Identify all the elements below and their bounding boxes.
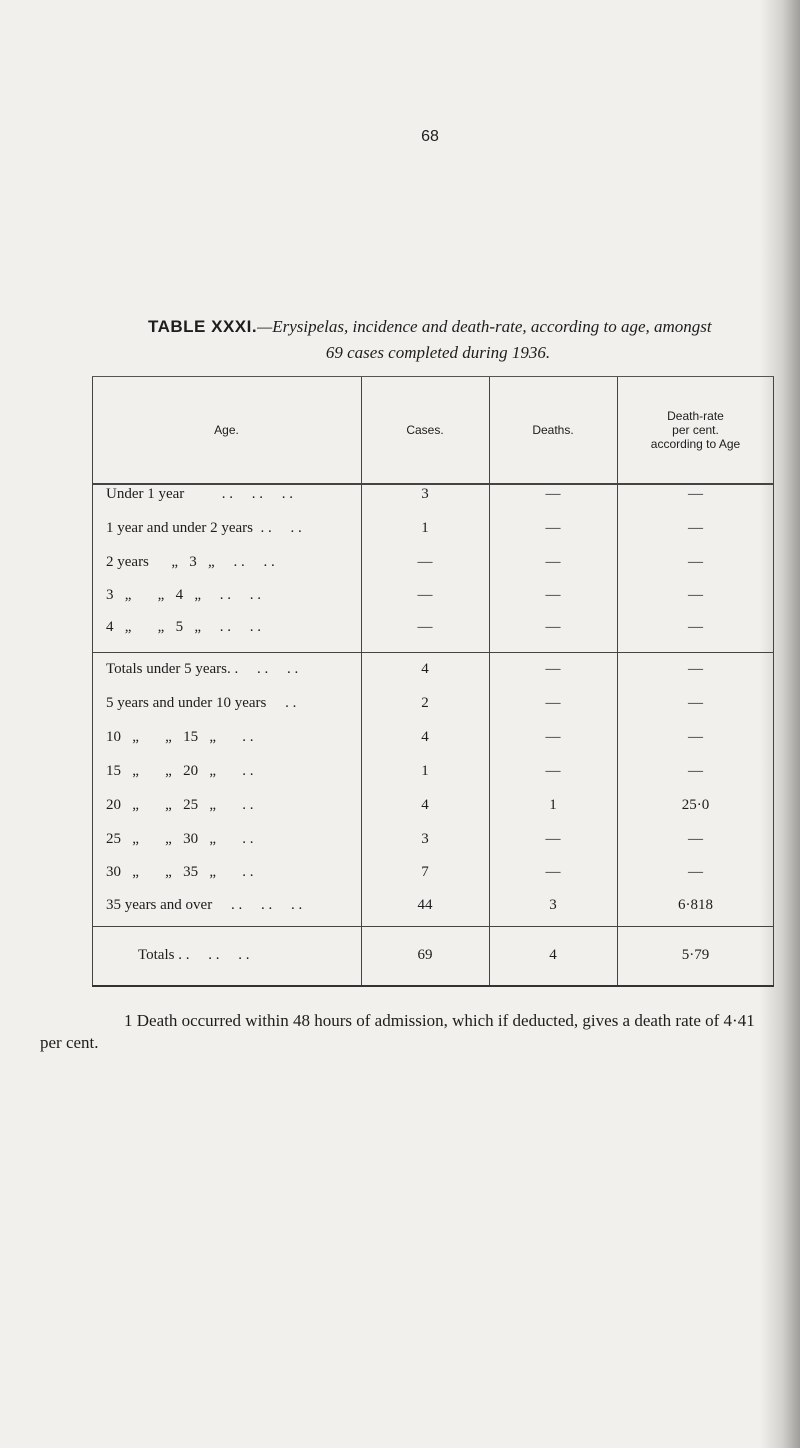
cases-cell: 7 (421, 864, 429, 880)
deaths-cell: — (545, 763, 561, 779)
deaths-cell: — (545, 729, 561, 745)
cases-cell: 3 (421, 831, 429, 847)
table-row (92, 695, 774, 715)
table-row (92, 897, 774, 917)
rate-cell: — (688, 587, 703, 603)
cases-cell: 1 (421, 520, 429, 536)
cases-cell: — (417, 587, 433, 603)
deaths-cell: — (545, 864, 561, 880)
age-cell: 5 years and under 10 years . . (106, 695, 297, 711)
rate-cell: — (688, 763, 703, 779)
data-table (92, 376, 774, 987)
table-row (92, 520, 774, 540)
table-row (92, 587, 774, 607)
age-cell: 20 „ „ 25 „ . . (106, 797, 254, 813)
table-row (92, 486, 774, 506)
header-death-rate-line1: Death-rate (667, 409, 724, 423)
header-cases: Cases. (406, 423, 444, 437)
deaths-cell: — (545, 587, 561, 603)
totals-label: Totals . . . . . . (138, 947, 250, 963)
cases-cell: 44 (417, 897, 433, 913)
table-title-label: TABLE XXXI. (148, 317, 258, 336)
deaths-cell: — (545, 695, 561, 711)
rate-cell: 25·0 (681, 797, 710, 813)
table-row (92, 729, 774, 749)
age-cell: Under 1 year . . . . . . (106, 486, 294, 502)
age-cell: 25 „ „ 30 „ . . (106, 831, 254, 847)
table-row (92, 864, 774, 884)
header-age: Age. (214, 423, 239, 437)
cases-cell: 1 (421, 763, 429, 779)
rate-cell: — (688, 619, 703, 635)
age-cell: Totals under 5 years. . . . . . (106, 661, 299, 677)
header-death-rate (617, 377, 774, 483)
age-cell: 3 „ „ 4 „ . . . . (106, 587, 261, 603)
cases-cell: 3 (421, 486, 429, 502)
table-title (148, 314, 768, 366)
rate-cell: — (688, 695, 703, 711)
table-title-text-line1: —Erysipelas, incidence and death-rate, according to age, amongst (257, 317, 712, 336)
cases-cell: 4 (421, 661, 429, 677)
age-cell: 2 years „ 3 „ . . . . (106, 554, 275, 570)
table-title-text-line2: 69 cases completed during 1936. (325, 343, 551, 362)
deaths-cell: — (545, 619, 561, 635)
deaths-cell: 1 (549, 797, 557, 813)
deaths-cell: — (545, 661, 561, 677)
header-death-rate-line3: according to Age (650, 437, 741, 451)
age-cell: 10 „ „ 15 „ . . (106, 729, 254, 745)
table-row (92, 797, 774, 817)
totals-row (92, 947, 774, 967)
header-deaths: Deaths. (532, 423, 574, 437)
totals-cases-cell: 69 (417, 947, 433, 963)
cases-cell: 4 (421, 729, 429, 745)
deaths-cell: — (545, 554, 561, 570)
table-row (92, 831, 774, 851)
page-number: 68 (421, 128, 439, 145)
age-cell: 15 „ „ 20 „ . . (106, 763, 254, 779)
rate-cell: — (688, 554, 703, 570)
table-row (92, 661, 774, 681)
footnote: 1 Death occurred within 48 hours of admission, which if deducted, gives a death rate of 4·41 per cent. (40, 1011, 755, 1052)
age-cell: 1 year and under 2 years . . . . (106, 520, 302, 536)
header-death-rate-line2: per cent. (672, 423, 719, 437)
rate-cell: — (688, 486, 703, 502)
cases-cell: 2 (421, 695, 429, 711)
deaths-cell: — (545, 831, 561, 847)
rate-cell: — (688, 864, 703, 880)
rate-cell: — (688, 661, 703, 677)
age-cell: 35 years and over . . . . . . (106, 897, 303, 913)
deaths-cell: 3 (549, 897, 557, 913)
table-row (92, 554, 774, 574)
rate-cell: — (688, 729, 703, 745)
rate-cell: 6·818 (678, 897, 713, 913)
cases-cell: — (417, 554, 433, 570)
cases-cell: — (417, 619, 433, 635)
age-cell: 4 „ „ 5 „ . . . . (106, 619, 261, 635)
rate-cell: — (688, 831, 703, 847)
totals-rate-cell: 5·79 (681, 947, 710, 963)
totals-deaths-cell: 4 (549, 947, 557, 963)
section-rule (92, 652, 774, 653)
deaths-cell: — (545, 486, 561, 502)
deaths-cell: — (545, 520, 561, 536)
table-row (92, 763, 774, 783)
table-row (92, 619, 774, 639)
totals-rule (92, 926, 774, 927)
header-rule (92, 483, 774, 485)
cases-cell: 4 (421, 797, 429, 813)
age-cell: 30 „ „ 35 „ . . (106, 864, 254, 880)
rate-cell: — (688, 520, 703, 536)
